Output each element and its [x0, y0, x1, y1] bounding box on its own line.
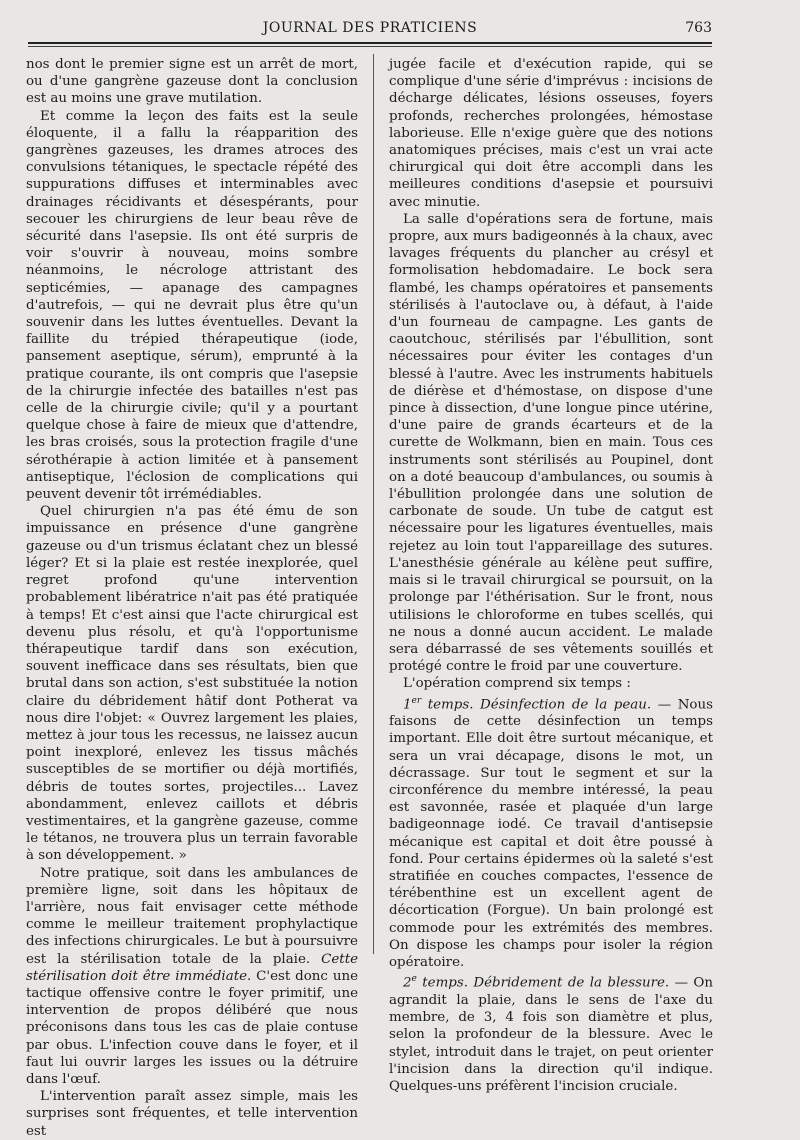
paragraph: L'opération comprend six temps :	[403, 676, 631, 692]
paragraph-text: C'est donc une tactique offensive contre le foyer primitif, une intervention de propos délibéré que nous préconisons dans tous les cas de plaie contuse par obus. L'infection couve dans le foyer, et il faut lui ouvrir larges les issues ou la détruire dans l'œuf.	[26, 968, 358, 1087]
step-heading: temps. Débridement de la blessure.	[416, 975, 670, 991]
step-2-paragraph	[389, 971, 713, 1095]
paragraph: La salle d'opérations sera de fortune, mais propre, aux murs badigeonnés à la chaux, avec lavages fréquents du plancher au crésyl et formolisation hebdomadaire. Le bock sera flambé, les champs opératoires et pansements stérilisés à l'autoclave ou, à défaut, à l'aide d'un fourneau de campagne. Les gants de caoutchouc, stérilisés par l'ébullition, sont nécessaires pour éviter les contages d'un blessé à l'autre. Avec les instruments habituels de diérèse et d'hémostase, on dispose d'une pince à dissection, d'une longue pince utérine, d'une paire de grands écarteurs et de la curette de Wolkmann, bien en main. Tous ces instruments sont stérilisés au Poupinel, dont on a doté beaucoup d'ambulances, ou soumis à l'ébullition prolongée dans une solution de carbonate de soude. Un tube de catgut est nécessaire pour les ligatures éventuelles, mais rejetez au loin tout l'appareillage des sutures. L'anesthésie générale au kélène peut suffire, mais si le travail chirurgical se poursuit, on la prolonge par l'éthérisation. Sur le front, nous utilisions le chloroforme en tubes scellés, qui ne nous a donné aucun accident. Le malade sera débarrassé de ses vêtements souillés et protégé contre le froid par une couverture.	[389, 211, 713, 675]
left-column	[26, 56, 358, 1140]
header-rule-thin	[28, 46, 712, 47]
paragraph: nos dont le premier signe est un arrêt de mort, ou d'une gangrène gazeuse dont la conclusion est au moins une grave mutilation.	[26, 57, 358, 107]
right-column	[389, 56, 713, 1095]
paragraph: L'intervention paraît assez simple, mais les surprises sont fréquentes, et telle intervention est	[26, 1089, 358, 1139]
journal-title: JOURNAL DES PRATICIENS	[262, 20, 478, 36]
step-number: 2	[403, 975, 412, 991]
step-ordinal: e	[411, 974, 417, 985]
paragraph: Et comme la leçon des faits est la seule éloquente, il a fallu la réapparition des gangrènes gazeuses, les drames atroces des convulsions tétaniques, le spectacle répété des suppurations diffuses et interminables avec drainages récidivants et désespérants, pour secouer les chirurgiens de leur beau rêve de sécurité dans l'asepsie. Ils ont été surpris de voir s'ouvrir à nouveau, moins sombre néanmoins, le nécrologe attristant des septicémies, — apanage des campagnes d'autrefois, — qui ne devrait plus être qu'un souvenir dans les luttes éventuelles. Devant la faillite du trépied thérapeutique (iode, pansement aseptique, sérum), emprunté à la pratique courante, ils ont compris que l'asepsie de la chirurgie infectée des batailles n'est pas celle de la chirurgie civile; qu'il y a pourtant quelque chose à faire de mieux que d'attendre, les bras croisés, sous la protection fragile d'une sérothérapie à action limitée et à pansement antiseptique, l'éclosion de complications qui peuvent devenir tôt irrémédiables.	[26, 108, 358, 503]
paragraph: jugée facile et d'exécution rapide, qui se complique d'une série d'imprévus : incisions de décharge délicates, lésions osseuses, foyers profonds, recherches prolongées, hémostase laborieuse. Elle n'exige guère que des notions anatomiques précises, mais c'est un vrai acte chirurgical qui doit être accompli dans les meilleures conditions d'asepsie et poursuivi avec minutie.	[389, 57, 713, 210]
step-number: 1	[403, 696, 412, 712]
paragraph-text: Notre pratique, soit dans les ambulances de première ligne, soit dans les hôpitaux de l'arrière, nous fait envisager cette méthode comme le meilleur traitement prophylactique des infections chirurgicales. Le but à poursuivre est la stérilisation totale de la plaie.	[26, 865, 358, 967]
step-1-paragraph	[389, 693, 713, 972]
page-number: 763	[685, 20, 712, 36]
emphasis-text: Cette stérilisation doit être immédiate.	[26, 951, 358, 984]
column-divider	[373, 54, 374, 954]
paragraph: Quel chirurgien n'a pas été ému de son impuissance en présence d'une gangrène gazeuse ou d'un trismus éclatant chez un blessé léger? Et si la plaie est restée inexplorée, quel regret profond qu'une intervention probablement libératrice n'ait pas été pratiquée à temps! Et c'est ainsi que l'acte chirurgical est devenu plus résolu, et qu'à l'opportunisme thérapeutique tardif dans son exécution, souvent inefficace dans ses résultats, bien que brutal dans son action, s'est substituée la notion claire du débridement hâtif dont Potherat va nous dire l'objet: « Ouvrez largement les plaies, mettez à jour tous les recessus, ne laissez aucun point inexploré, enlevez les tissus mâchés susceptibles de se mortifier ou déjà mortifiés, débris de toutes sortes, projectiles... Lavez abondamment, enlevez caillots et débris vestimentaires, et la gangrène gazeuse, comme le tétanos, ne trouvera plus un terrain favorable à son développement. »	[26, 504, 358, 864]
paragraph	[26, 865, 358, 1089]
step-heading: temps. Désinfection de la peau.	[421, 696, 652, 712]
step-text: — Nous faisons de cette désinfection un temps important. Elle doit être surtout mécanique, et sera un vrai décapage, disons le mot, un décrassage. Sur tout le segment et sur la circonférence du membre intéressé, la peau est savonnée, rasée et plaquée d'un large badigeonnage iodé. Ce travail d'antisepsie mécanique est capital et doit être poussé à fond. Pour certains épidermes où la saleté s'est stratifiée en couches compactes, l'essence de térébenthine est un excellent agent de décortication (Forgue). Un bain prolongé est commode pour les extrémités des membres. On dispose les champs pour isoler la région opératoire.	[389, 696, 713, 971]
step-ordinal: er	[411, 695, 422, 706]
step-text: — On agrandit la plaie, dans le sens de l'axe du membre, de 3, 4 fois son diamètre et plus, selon la profondeur de la blessure. Avec le stylet, introduit dans le trajet, on peut orienter l'incision dans la direction qu'il indique. Quelques-uns préfèrent l'incision cruciale.	[389, 975, 713, 1094]
header-rule	[28, 42, 712, 44]
